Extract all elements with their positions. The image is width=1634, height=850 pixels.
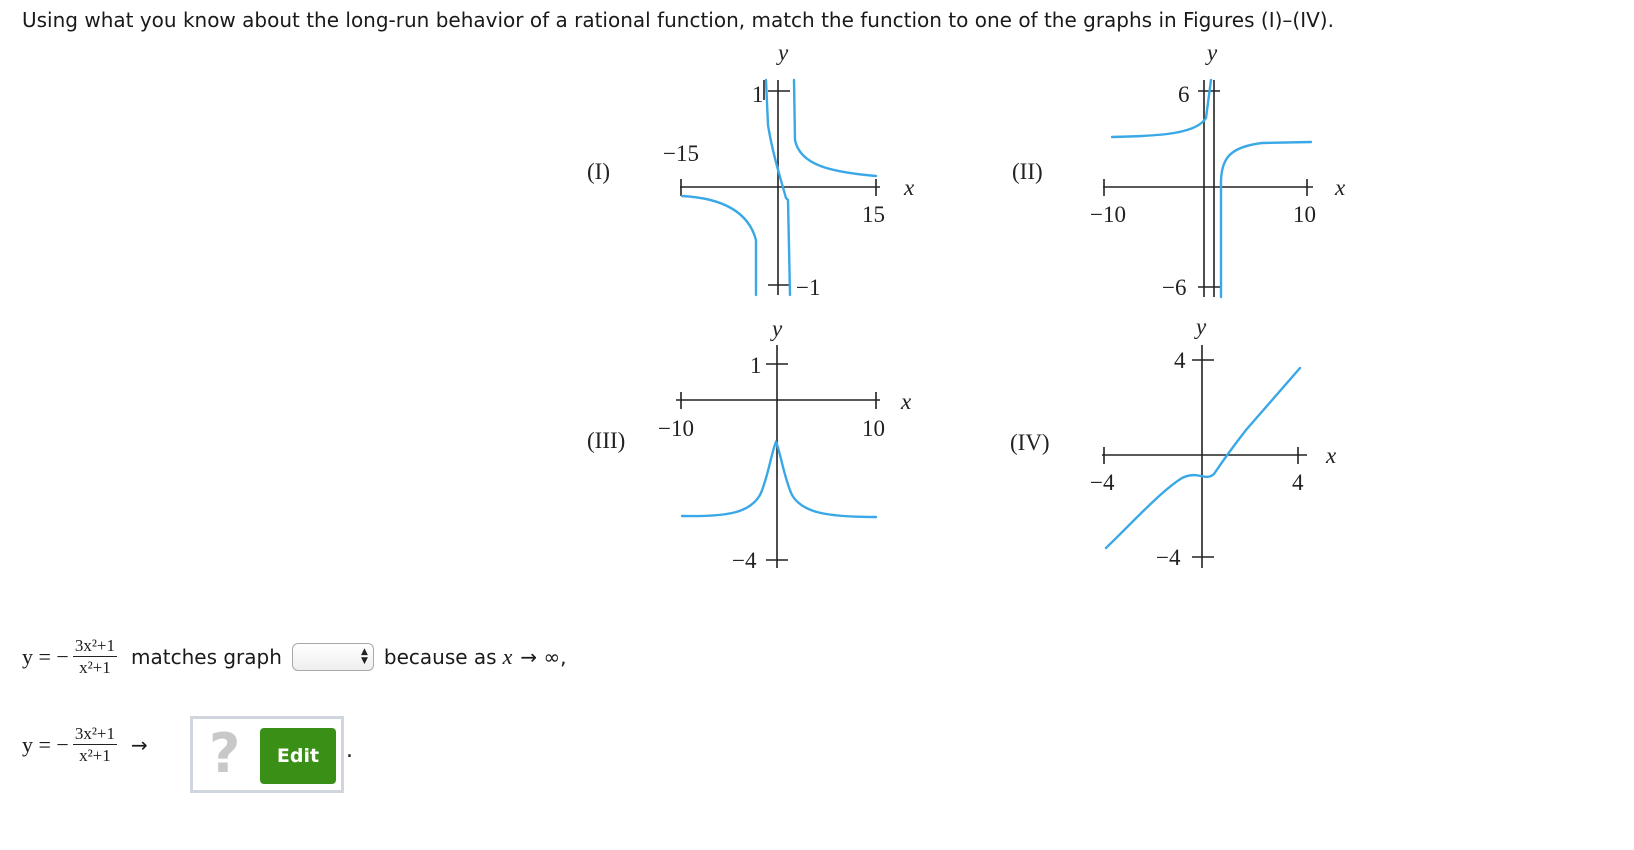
graph-ii-y-label: y — [1207, 40, 1218, 65]
graph-select[interactable] — [292, 643, 374, 671]
graph-iv-label: (IV) — [1010, 430, 1050, 455]
question-mark-icon: ? — [209, 722, 241, 785]
graph-iii-x-label: x — [901, 389, 912, 414]
question-prompt: Using what you know about the long-run behavior of a rational function, match the function to one of the graphs in Figures (I)–(IV). — [22, 8, 1334, 32]
graph-iii-y-label: y — [772, 316, 783, 341]
updown-arrows-icon: ▲ ▼ — [360, 646, 368, 666]
fraction-2-denominator: x²+1 — [79, 746, 111, 765]
graph-ii-x-label: x — [1335, 175, 1346, 200]
graph-iv-curve — [1106, 368, 1300, 548]
graph-i-y-label: y — [778, 40, 789, 65]
answer-entry-box[interactable] — [190, 716, 344, 793]
graph-iv-y-label: y — [1196, 314, 1207, 339]
graph-i — [587, 40, 915, 300]
question-row-2 — [22, 724, 148, 765]
equation-2 — [22, 724, 121, 765]
fraction-1 — [73, 636, 117, 677]
graph-iii-tick-neg10: −10 — [658, 416, 694, 441]
graph-iv-x-label: x — [1326, 443, 1337, 468]
graph-ii — [1012, 40, 1346, 300]
question-row-1 — [22, 636, 567, 677]
equation-1 — [22, 636, 121, 677]
graph-iii-tick-neg4: −4 — [732, 548, 757, 573]
equation-1-lhs: y = − — [22, 643, 69, 669]
because-text: because as — [383, 644, 497, 669]
matches-text: matches graph — [131, 644, 282, 669]
graph-ii-tick-neg10: −10 — [1090, 202, 1126, 227]
graph-iv-tick-4: 4 — [1174, 348, 1186, 373]
fraction-1-denominator: x²+1 — [79, 658, 111, 677]
fraction-1-numerator: 3x²+1 — [74, 636, 116, 655]
fraction-2 — [73, 724, 117, 765]
graph-ii-tick-6: 6 — [1178, 82, 1190, 107]
graph-iv — [1010, 314, 1337, 570]
equation-2-lhs: y = − — [22, 731, 69, 757]
graph-i-tick-15: 15 — [862, 202, 885, 227]
graph-ii-label: (II) — [1012, 159, 1043, 184]
period-text: . — [346, 738, 353, 763]
graph-i-tick-neg15: −15 — [663, 141, 699, 166]
fraction-2-numerator: 3x²+1 — [74, 724, 116, 743]
graph-i-label: (I) — [587, 159, 610, 184]
graph-i-tick-1: 1 — [752, 82, 764, 107]
graph-iii-curve — [682, 442, 876, 517]
graph-iv-tick-neg4: −4 — [1090, 470, 1115, 495]
arrow-text: → — [131, 732, 148, 757]
graph-iii-tick-1: 1 — [750, 353, 762, 378]
graph-iv-tick-4-x: 4 — [1292, 470, 1304, 495]
graph-i-x-label: x — [904, 175, 915, 200]
graph-iii-tick-10: 10 — [862, 416, 885, 441]
graph-ii-tick-10: 10 — [1293, 202, 1316, 227]
graph-i-tick-neg1: −1 — [796, 275, 821, 300]
graph-ii-tick-neg6: −6 — [1162, 275, 1187, 300]
x-variable: x — [502, 643, 513, 669]
limit-arrow-text: → ∞, — [520, 644, 567, 669]
edit-button[interactable]: Edit — [260, 728, 336, 784]
graph-iii — [587, 316, 912, 573]
graph-iv-tick-neg4-y: −4 — [1156, 545, 1181, 570]
graph-ii-curve — [1112, 80, 1311, 297]
graph-iii-label: (III) — [587, 428, 626, 453]
